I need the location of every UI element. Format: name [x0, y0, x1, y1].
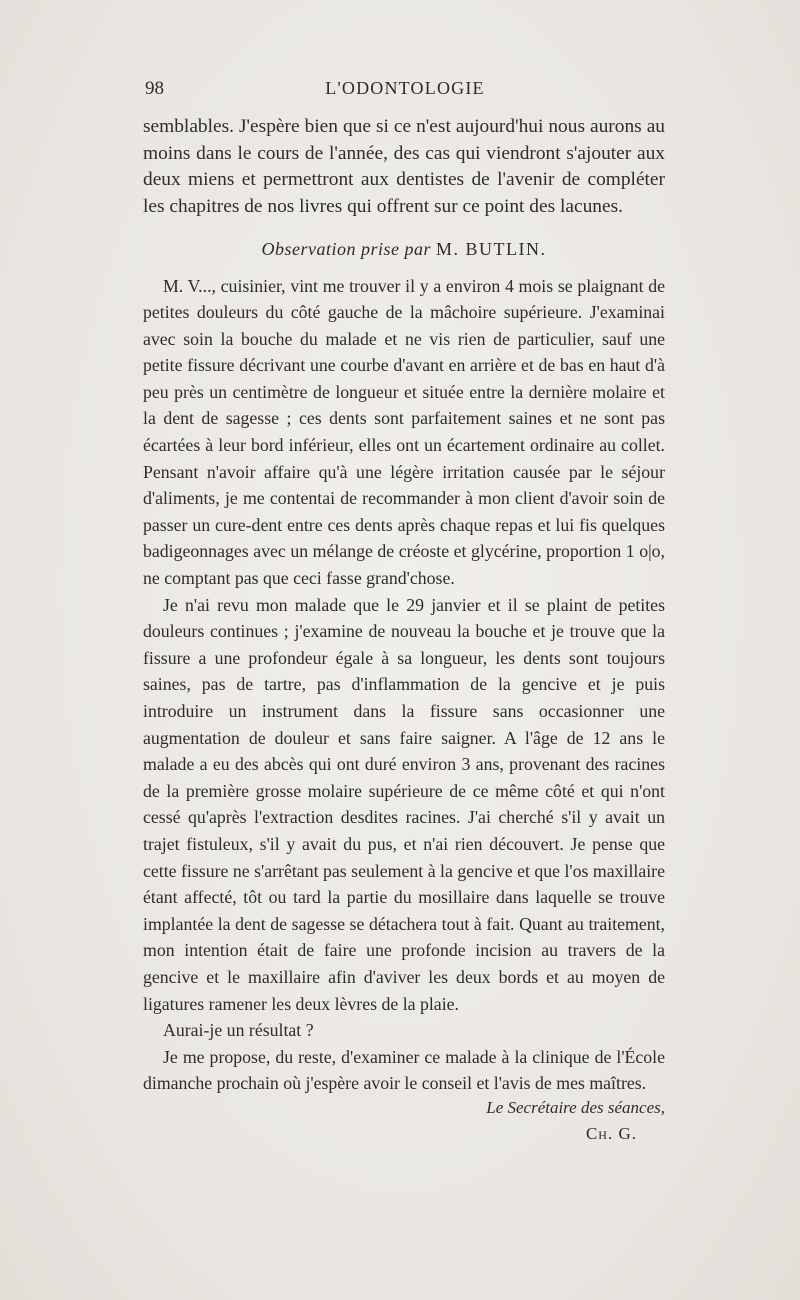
observation-heading [143, 236, 665, 263]
signature-block [143, 1095, 665, 1147]
intro-paragraph: semblables. J'espère bien que si ce n'est aujourd'hui nous aurons au moins dans le cours de l'année, des cas qui viendront s'ajouter aux deux miens et permettront aux dentistes de l'avenir de compléter les chapitres de nos livres qui offrent sur ce point des lacunes. [143, 116, 665, 217]
observation-author: M. BUTLIN. [436, 239, 547, 259]
observation-paragraph-3: Aurai-je un résultat ? [163, 1020, 314, 1041]
signature-role: Le Secrétaire des séances, [486, 1098, 665, 1117]
observation-paragraph-4: Je me propose, du reste, d'examiner ce malade à la clinique de l'École dimanche prochain où j'espère avoir le conseil et l'avis de mes maîtres. [143, 1046, 665, 1094]
observation-heading-label: Observation prise par [261, 239, 431, 259]
body-text [143, 114, 665, 1097]
observation-paragraph-2: Je n'ai revu mon malade que le 29 janvier et il se plaint de petites douleurs continues ; j'examine de nouveau la bouche et je trouve que la fissure a une profondeur égale à sa longueur, les dents sont toujours saines, pas de tartre, pas d'inflammation de la gencive et je puis introduire un instrument dans la fissure sans occasionner une augmentation de douleur et sans faire saigner. A l'âge de 12 ans le malade a eu des abcès qui ont duré environ 3 ans, provenant des racines de la première grosse molaire supérieure de ce même côté et qui n'ont cessé qu'après l'extraction desdites racines. J'ai cherché s'il y avait un trajet fistuleux, s'il y avait du pus, et n'ai rien découvert. Je pense que cette fissure ne s'arrêtant pas seulement à la gencive et que l'os maxillaire étant affecté, tôt ou tard la partie du mosillaire dans laquelle se trouve implantée la dent de sagesse se détachera tout à fait. Quant au traitement, mon intention était de faire une profonde incision au travers de la gencive et le maxillaire afin d'aviver les deux bords et au moyen de ligatures ramener les deux lèvres de la plaie. [143, 594, 665, 1014]
running-title: L'ODONTOLOGIE [325, 78, 485, 98]
signature-name: Ch. G. [585, 1124, 637, 1143]
observation-paragraph-1: M. V..., cuisinier, vint me trouver il y a environ 4 mois se plaignant de petites douleurs du côté gauche de la mâchoire supérieure. J'examinai avec soin la bouche du malade et ne vis rien de particulier, sauf une petite fissure décrivant une courbe d'avant en arrière et de bas en haut d'à peu près un centimètre de longueur et située entre la dernière molaire et la dent de sagesse ; ces dents sont parfaitement saines et ne sont pas écartées à leur bord inférieur, elles ont un écartement ordinaire au collet. Pensant n'avoir affaire qu'à une légère irritation causée par le séjour d'aliments, je me contentai de recommander à mon client d'avoir soin de passer un cure-dent entre ces dents après chaque repas et lui fis quelques badigeonnages avec un mélange de créoste et glycérine, proportion 1 o|o, ne comptant pas que ceci fasse grand'chose. [143, 275, 665, 589]
running-head [145, 78, 665, 106]
page-number: 98 [145, 78, 164, 99]
